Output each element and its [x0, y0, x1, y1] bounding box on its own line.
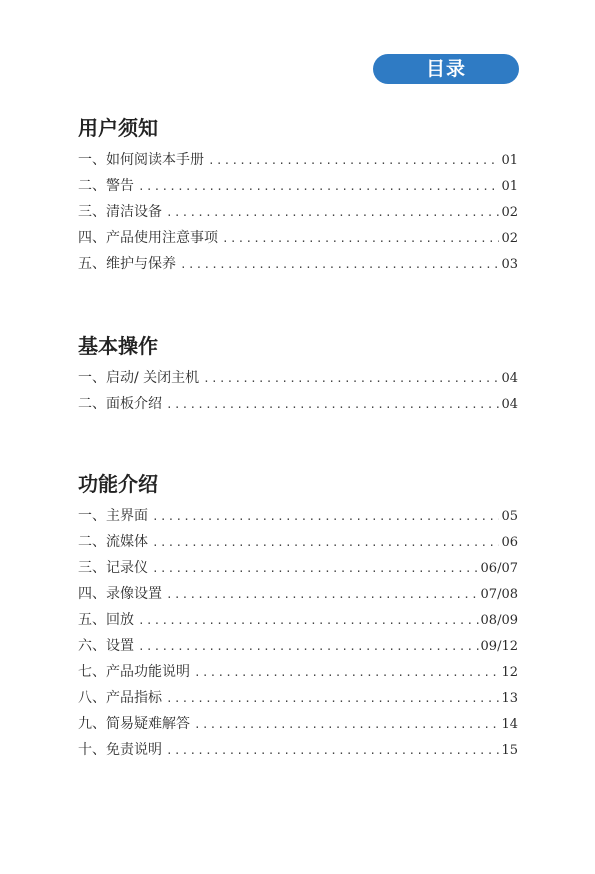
toc-entry-label: 一、如何阅读本手册 — [78, 152, 204, 168]
toc-entry[interactable] — [78, 365, 518, 391]
section-title: 功能介绍 — [78, 472, 158, 496]
toc-entry-label: 一、主界面 — [78, 508, 148, 524]
section-title: 用户须知 — [78, 116, 158, 140]
toc-entry-page: 01 — [501, 153, 518, 168]
toc-entry[interactable] — [78, 711, 518, 737]
dot-leader — [166, 200, 499, 226]
toc-entry[interactable] — [78, 555, 518, 581]
section-feature-intro — [78, 469, 518, 763]
section-user-notice — [78, 113, 518, 277]
toc-entry-page: 08/09 — [480, 613, 518, 628]
toc-entry[interactable] — [78, 581, 518, 607]
toc-entry-page: 01 — [501, 179, 518, 194]
dot-leader — [194, 712, 499, 738]
toc-entry-label: 五、维护与保养 — [78, 256, 176, 272]
toc-entry-label: 三、清洁设备 — [78, 204, 162, 220]
toc-entry-label: 五、回放 — [78, 612, 134, 628]
toc-entry[interactable] — [78, 529, 518, 555]
toc-entry-page: 07/08 — [480, 587, 518, 602]
toc-entry[interactable] — [78, 737, 518, 763]
toc-entry-label: 二、流媒体 — [78, 534, 148, 550]
toc-entry-page: 05 — [501, 509, 518, 524]
toc-entry-label: 九、简易疑难解答 — [78, 716, 190, 732]
section-basic-operation — [78, 331, 518, 417]
toc-entry-page: 04 — [501, 371, 518, 386]
dot-leader — [194, 660, 499, 686]
toc-list — [78, 365, 518, 417]
toc-entry-label: 一、启动/ 关闭主机 — [78, 370, 200, 386]
toc-entry-page: 06 — [501, 535, 518, 550]
toc-entry-page: 03 — [501, 257, 518, 272]
toc-list — [78, 503, 518, 763]
toc-entry-page: 13 — [501, 691, 518, 706]
toc-entry-page: 02 — [501, 231, 518, 246]
toc-entry-page: 15 — [501, 743, 518, 758]
toc-entry-page: 12 — [501, 665, 518, 680]
toc-entry-label: 四、产品使用注意事项 — [78, 230, 218, 246]
toc-entry[interactable] — [78, 173, 518, 199]
toc-entry-label: 八、产品指标 — [78, 690, 162, 706]
toc-entry[interactable] — [78, 685, 518, 711]
dot-leader — [166, 582, 479, 608]
toc-entry[interactable] — [78, 199, 518, 225]
dot-leader — [208, 148, 499, 174]
toc-list — [78, 147, 518, 277]
toc-entry-label: 二、面板介绍 — [78, 396, 162, 412]
toc-entry-label: 十、免责说明 — [78, 742, 162, 758]
toc-entry[interactable] — [78, 607, 518, 633]
dot-leader — [138, 174, 499, 200]
toc-entry-page: 02 — [501, 205, 518, 220]
dot-leader — [203, 366, 499, 392]
dot-leader — [152, 556, 479, 582]
dot-leader — [138, 608, 479, 634]
toc-entry[interactable] — [78, 147, 518, 173]
dot-leader — [152, 530, 499, 556]
dot-leader — [166, 686, 499, 712]
toc-entry[interactable] — [78, 659, 518, 685]
toc-entry-label: 四、录像设置 — [78, 586, 162, 602]
toc-entry[interactable] — [78, 633, 518, 659]
dot-leader — [138, 634, 479, 660]
toc-title-badge: 目录 — [373, 54, 519, 84]
toc-entry-label: 三、记录仪 — [78, 560, 148, 576]
toc-entry[interactable] — [78, 225, 518, 251]
toc-entry-page: 06/07 — [480, 561, 518, 576]
toc-entry-label: 六、设置 — [78, 638, 134, 654]
toc-entry-page: 14 — [501, 717, 518, 732]
toc-entry-label: 七、产品功能说明 — [78, 664, 190, 680]
toc-entry[interactable] — [78, 391, 518, 417]
dot-leader — [152, 504, 499, 530]
dot-leader — [180, 252, 499, 278]
dot-leader — [166, 392, 499, 418]
toc-entry-label: 二、警告 — [78, 178, 134, 194]
dot-leader — [222, 226, 499, 252]
toc-entry-page: 09/12 — [480, 639, 518, 654]
section-title: 基本操作 — [78, 334, 158, 358]
toc-entry[interactable] — [78, 251, 518, 277]
toc-entry[interactable] — [78, 503, 518, 529]
toc-entry-page: 04 — [501, 397, 518, 412]
dot-leader — [166, 738, 499, 764]
